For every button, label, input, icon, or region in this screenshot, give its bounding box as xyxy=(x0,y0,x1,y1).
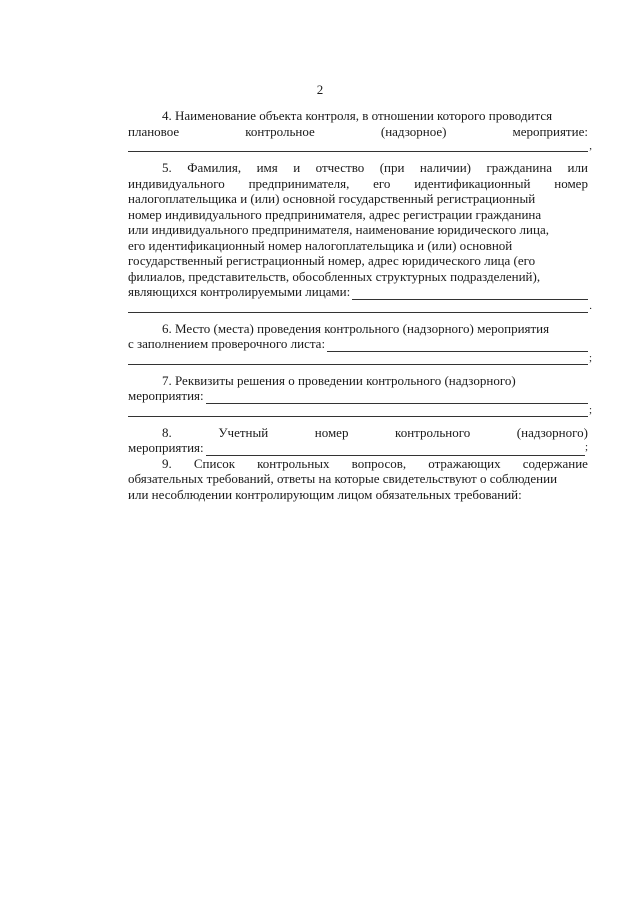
word: мероприятие: xyxy=(512,123,588,139)
item-7-line-1: 7. Реквизиты решения о проведении контрольного (надзорного) xyxy=(162,372,516,388)
word: идентификационный xyxy=(414,175,531,191)
item-6 xyxy=(128,320,592,365)
item-4-blank-line[interactable]: , xyxy=(128,141,588,152)
item-7-fill-line[interactable] xyxy=(206,392,588,404)
word: его xyxy=(373,175,391,191)
item-5-line-8: филиалов, представительств, обособленных структурных подразделений), xyxy=(128,268,541,284)
item-9 xyxy=(128,456,588,503)
item-8 xyxy=(128,425,588,456)
item-5-line-9 xyxy=(128,284,588,300)
item-5-line-4: номер индивидуального предпринимателя, адрес регистрации гражданина xyxy=(128,206,542,222)
item-6-line-2 xyxy=(128,336,588,352)
item-5-label: являющихся контролируемыми лицами: xyxy=(128,284,351,299)
item-5 xyxy=(128,160,592,313)
item-5-blank-line[interactable]: . xyxy=(128,302,588,313)
word: (надзорное) xyxy=(380,123,447,139)
word: (при xyxy=(379,160,405,175)
word: Фамилия, xyxy=(187,160,242,175)
item-5-line-1 xyxy=(128,160,588,176)
word: предпринимателя, xyxy=(248,175,350,191)
item-6-blank-line[interactable]: ; xyxy=(128,354,588,365)
word: или xyxy=(567,160,588,175)
item-9-line-3: или несоблюдении контролирующим лицом обязательных требований: xyxy=(128,486,522,502)
item-7 xyxy=(128,372,592,417)
document-body xyxy=(128,108,592,502)
item-8-fill-line[interactable] xyxy=(206,444,585,456)
word: наличии) xyxy=(419,160,471,175)
item-9-line-1 xyxy=(128,456,588,472)
item-7-label: мероприятия: xyxy=(128,388,204,403)
item-5-fill-line[interactable] xyxy=(352,288,588,300)
word: контрольное xyxy=(245,123,315,139)
page-number: 2 xyxy=(316,82,324,97)
word: контрольного xyxy=(395,424,471,440)
word: контрольных xyxy=(257,455,330,471)
item-6-fill-line[interactable] xyxy=(327,340,588,352)
item-4-line-2 xyxy=(128,124,588,140)
word: гражданина xyxy=(486,160,553,175)
item-5-line-2 xyxy=(128,176,588,192)
word: индивидуального xyxy=(128,175,225,191)
item-5-line-5: или индивидуального предпринимателя, наименование юридического лица, xyxy=(128,222,549,237)
word: Учетный xyxy=(218,424,269,440)
word: 5. xyxy=(162,160,172,175)
word: номер xyxy=(554,175,588,191)
item-5-line-6: его идентификационный номер налогоплательщика и (или) основной xyxy=(128,237,513,253)
word: имя xyxy=(256,160,278,175)
item-8-label: мероприятия: xyxy=(128,440,204,455)
item-4-line-1: 4. Наименование объекта контроля, в отношении которого проводится xyxy=(162,108,553,123)
item-7-blank-line[interactable]: ; xyxy=(128,406,588,417)
word: номер xyxy=(314,424,349,440)
word: содержание xyxy=(522,455,588,471)
word: отчество xyxy=(315,160,365,175)
item-8-line-2: мероприятия: ; xyxy=(128,440,588,455)
item-8-line-1 xyxy=(128,425,588,441)
word: отражающих xyxy=(428,455,501,471)
item-7-line-2 xyxy=(128,388,588,404)
word: вопросов, xyxy=(351,455,407,471)
item-6-label: с заполнением проверочного листа: xyxy=(128,336,326,351)
item-5-line-7: государственный регистрационный номер, адрес юридического лица (его xyxy=(128,253,536,268)
word: 8. xyxy=(162,424,172,440)
item-5-line-3: налогоплательщика и (или) основной государственный регистрационный xyxy=(128,191,536,206)
item-6-line-1: 6. Место (места) проведения контрольного (надзорного) мероприятия xyxy=(162,320,550,336)
item-9-line-2: обязательных требований, ответы на которые свидетельствуют о соблюдении xyxy=(128,471,558,486)
item-4 xyxy=(128,108,592,152)
word: (надзорного) xyxy=(516,424,588,440)
word: 9. xyxy=(162,455,172,471)
word: Список xyxy=(193,455,236,471)
word: и xyxy=(293,160,301,175)
word: плановое xyxy=(128,123,180,139)
